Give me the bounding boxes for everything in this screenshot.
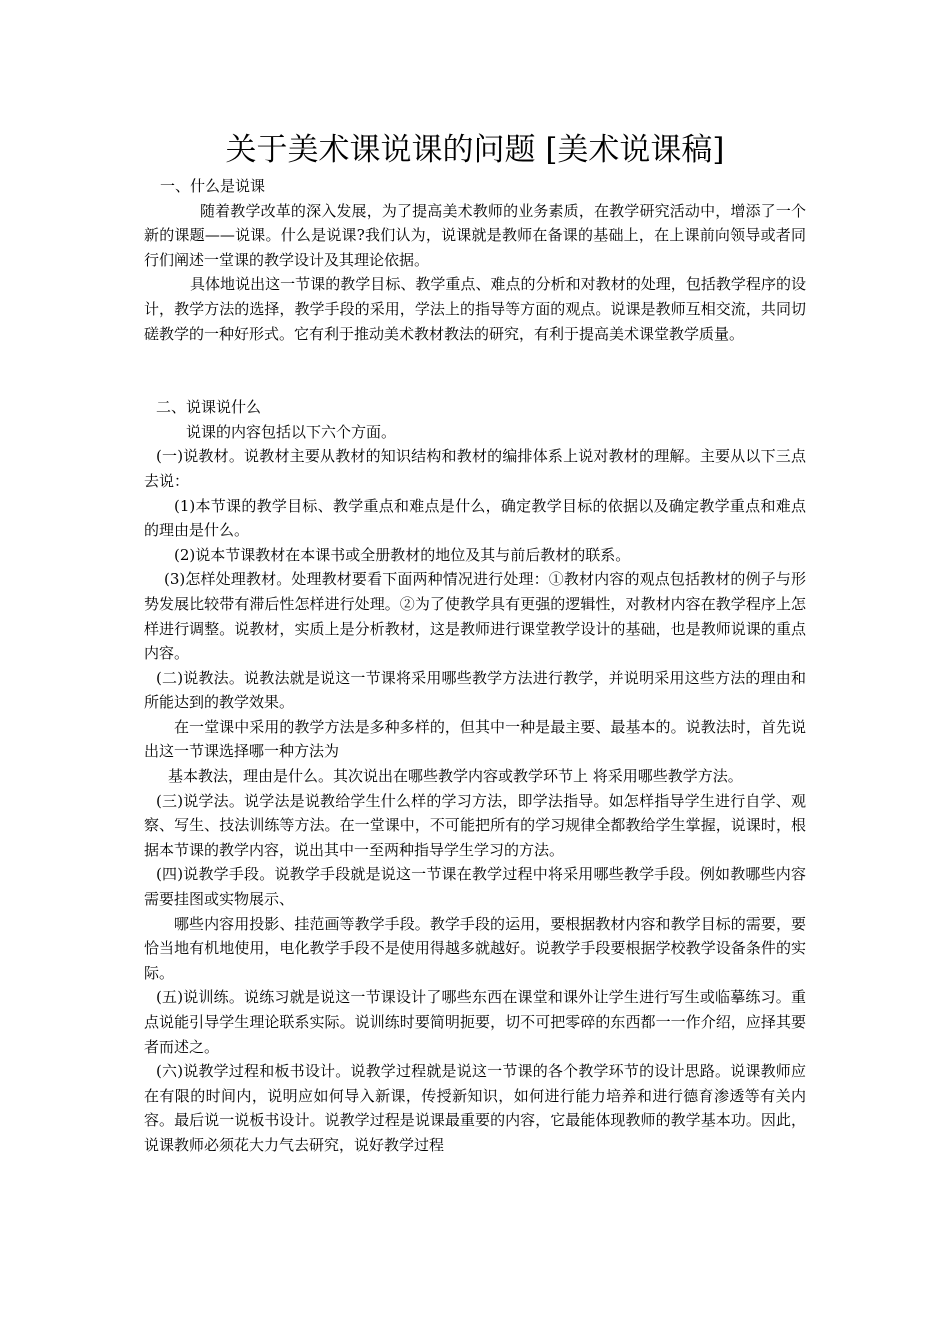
paragraph-spacer <box>144 346 806 395</box>
paragraph: (1)本节课的教学目标、教学重点和难点是什么，确定教学目标的依据以及确定教学重点和难点的理由是什么。 <box>144 496 806 540</box>
paragraph: 随着教学改革的深入发展，为了提高美术教师的业务素质，在教学研究活动中，增添了一个新的课题——说课。什么是说课?我们认为，说课就是教师在备课的基础上，在上课前向领导或者同行们阐述一堂课的教学设计及其理论依据。 <box>144 201 806 269</box>
paragraph: (2)说本节课教材在本课书或全册教材的地位及其与前后教材的联系。 <box>174 545 631 564</box>
paragraph: 二、说课说什么 <box>156 398 262 417</box>
paragraph: (三)说学法。说学法是说教给学生什么样的学习方法，即学法指导。如怎样指导学生进行自学、观察、写生、技法训练等方法。在一堂课中，不可能把所有的学习规律全都教给学生掌握，说课时，根据本节课的教学内容，说出其中一至两种指导学生学习的方法。 <box>144 791 806 859</box>
paragraph: (六)说教学过程和板书设计。说教学过程就是说这一节课的各个教学环节的设计思路。说课教师应在有限的时间内，说明应如何导入新课，传授新知识，如何进行能力培养和进行德育渗透等有关内容。最后说一说板书设计。说教学过程是说课最重要的内容，它最能体现教师的教学基本功。因此，说课教师必须花大力气去研究，说好教学过程 <box>144 1062 806 1154</box>
paragraph: 一、什么是说课 <box>160 177 266 195</box>
paragraph: (二)说教法。说教法就是说这一节课将采用哪些教学方法进行教学，并说明采用这些方法的理由和所能达到的教学效果。 <box>144 668 806 712</box>
document-title: 关于美术课说课的问题 [美术说课稿] <box>225 132 725 168</box>
paragraph: 基本教法，理由是什么。其次说出在哪些教学内容或教学环节上 将采用哪些教学方法。 <box>168 767 743 786</box>
paragraph: (一)说教材。说教材主要从教材的知识结构和教材的编排体系上说对教材的理解。主要从以下三点去说： <box>144 447 806 490</box>
paragraph: (3)怎样处理教材。处理教材要看下面两种情况进行处理：①教材内容的观点包括教材的例子与形势发展比较带有滞后性怎样进行处理。②为了使教学具有更强的逻辑性，对教材内容在教学程序上怎样进行调整。说教材，实质上是分析教材，这是教师进行课堂教学设计的基础，也是教师说课的重点内容。 <box>144 570 806 663</box>
paragraph: 具体地说出这一节课的教学目标、教学重点、难点的分析和对教材的处理，包括教学程序的设计，教学方法的选择，教学手段的采用，学法上的指导等方面的观点。说课是教师互相交流，共同切磋教学的一种好形式。它有利于推动美术教材教法的研究，有利于提高美术课堂教学质量。 <box>144 275 806 343</box>
document-body <box>144 174 806 1158</box>
paragraph: 在一堂课中采用的教学方法是多种多样的，但其中一种是最主要、最基本的。说教法时，首先说出这一节课选择哪一种方法为 <box>144 717 806 761</box>
paragraph: (五)说训练。说练习就是说这一节课设计了哪些东西在课堂和课外让学生进行写生或临摹练习。重点说能引导学生理论联系实际。说训练时要简明扼要，切不可把零碎的东西都一一作介绍，应择其要者而述之。 <box>144 988 806 1056</box>
paragraph: 说课的内容包括以下六个方面。 <box>186 422 397 441</box>
paragraph: (四)说教学手段。说教学手段就是说这一节课在教学过程中将采用哪些教学手段。例如教哪些内容需要挂图或实物展示、 <box>144 865 806 909</box>
paragraph: 哪些内容用投影、挂范画等教学手段。教学手段的运用，要根据教材内容和教学目标的需要，要恰当地有机地使用，电化教学手段不是使用得越多就越好。说教学手段要根据学校教学设备条件的实际。 <box>144 914 806 982</box>
